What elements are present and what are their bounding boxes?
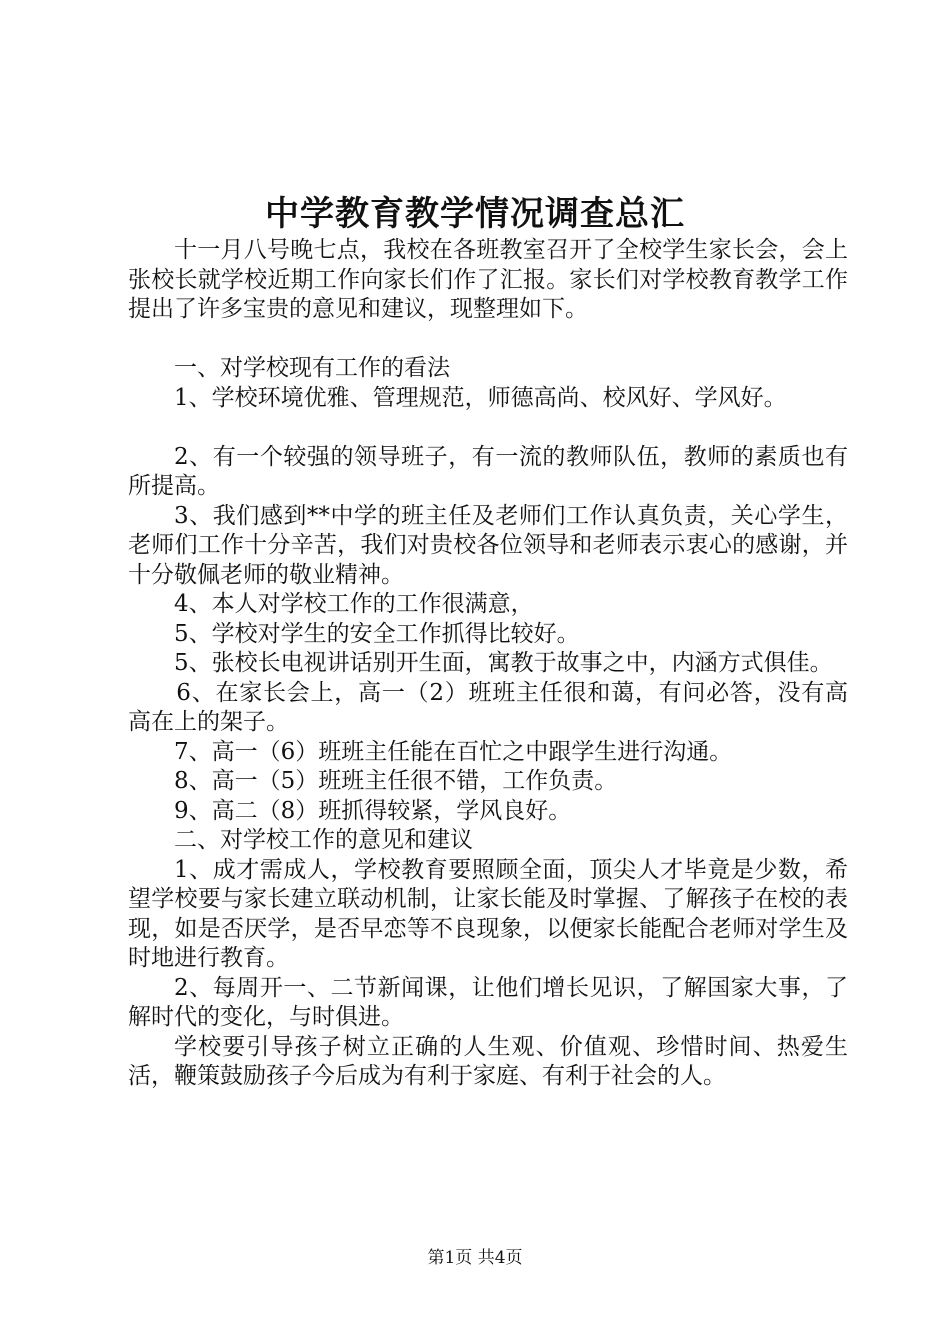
document-body bbox=[128, 236, 848, 1092]
list-item: 6、在家长会上，高一（2）班班主任很和蔼，有问必答，没有高高在上的架子。 bbox=[128, 679, 848, 735]
page-footer: 第1页 共4页 bbox=[427, 1248, 523, 1268]
section-heading-2: 二、对学校工作的意见和建议 bbox=[174, 827, 473, 853]
list-item: 5、学校对学生的安全工作抓得比较好。 bbox=[174, 620, 580, 647]
intro-paragraph: 十一月八号晚七点，我校在各班教室召开了全校学生家长会，会上张校长就学校近期工作向家长们作了汇报。家长们对学校教育教学工作提出了许多宝贵的意见和建议，现整理如下。 bbox=[128, 237, 848, 322]
list-item: 3、我们感到**中学的班主任及老师们工作认真负责，关心学生，老师们工作十分辛苦，我们对贵校各位领导和老师表示衷心的感谢，并十分敬佩老师的敬业精神。 bbox=[128, 502, 848, 588]
list-item: 1、学校环境优雅、管理规范，师德高尚、校风好、学风好。 bbox=[174, 384, 787, 411]
list-item: 2、有一个较强的领导班子，有一流的教师队伍，教师的素质也有所提高。 bbox=[128, 443, 848, 499]
list-item: 9、高二（8）班抓得较紧，学风良好。 bbox=[174, 797, 572, 824]
list-item: 2、每周开一、二节新闻课，让他们增长见识，了解国家大事，了解时代的变化，与时俱进。 bbox=[128, 974, 848, 1030]
list-item: 5、张校长电视讲话别开生面，寓教于故事之中，内涵方式俱佳。 bbox=[174, 650, 833, 676]
list-item: 1、成才需成人，学校教育要照顾全面，顶尖人才毕竟是少数，希望学校要与家长建立联动机制，让家长能及时掌握、了解孩子在校的表现，如是否厌学，是否早恋等不良现象，以便家长能配合老师对学生及时地进行教育。 bbox=[128, 856, 848, 971]
list-item: 4、本人对学校工作的工作很满意， bbox=[174, 591, 534, 617]
closing-paragraph: 学校要引导孩子树立正确的人生观、价值观、珍惜时间、热爱生活，鞭策鼓励孩子今后成为有利于家庭、有利于社会的人。 bbox=[128, 1033, 848, 1089]
list-item: 7、高一（6）班班主任能在百忙之中跟学生进行沟通。 bbox=[174, 738, 733, 765]
document-title: 中学教育教学情况调查总汇 bbox=[265, 194, 685, 234]
list-item: 8、高一（5）班班主任很不错，工作负责。 bbox=[174, 768, 618, 794]
section-heading-1: 一、对学校现有工作的看法 bbox=[174, 355, 450, 381]
